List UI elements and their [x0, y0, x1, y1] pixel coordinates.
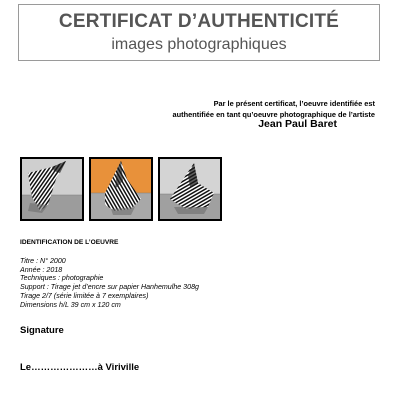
authentication-statement	[150, 98, 375, 120]
artwork-photo-2	[89, 157, 153, 221]
identification-heading: IDENTIFICATION DE L’OEUVRE	[20, 239, 119, 246]
detail-support: Support : Tirage jet d’encre sur papier Hanhemulhe 308g	[20, 283, 199, 292]
detail-edition: Tirage 2/7 (série limitée à 7 exemplaires)	[20, 291, 149, 300]
artwork-photo-1-image	[22, 159, 82, 219]
artwork-photo-3	[158, 157, 222, 221]
detail-dimensions: Dimensions h/L 39 cm x 120 cm	[20, 300, 121, 309]
artwork-photo-1	[20, 157, 84, 221]
artwork-photo-3-image	[160, 159, 220, 219]
certificate-header	[18, 4, 380, 61]
artwork-photo-2-image	[91, 159, 151, 219]
detail-year: Année : 2018	[20, 265, 63, 274]
identification-details	[20, 257, 199, 309]
detail-title: Titre : N° 2000	[20, 257, 66, 265]
statement-line-1: Par le présent certificat, l’oeuvre identifiée est	[213, 99, 375, 108]
date-place-line: Le…………………à Viriville	[20, 362, 140, 373]
artist-name: Jean Paul Baret	[258, 118, 337, 130]
signature-label: Signature	[20, 325, 64, 336]
statement-line-2: authentifiée en tant qu’oeuvre photographique de l’artiste	[172, 110, 375, 119]
detail-techniques: Techniques : photographie	[20, 274, 104, 283]
certificate-title: CERTIFICAT D’AUTHENTICITÉ	[58, 11, 340, 32]
certificate-subtitle: images photographiques	[111, 36, 287, 53]
